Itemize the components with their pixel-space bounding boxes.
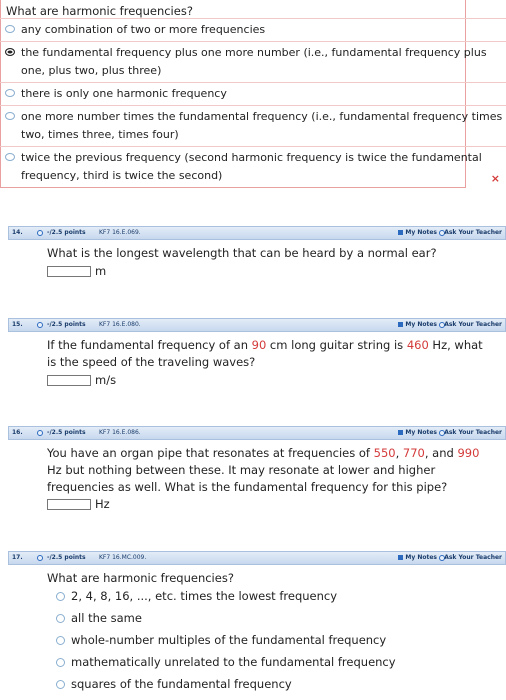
question-17-option-3[interactable]: whole-number multiples of the fundamental frequency [56,633,386,647]
ask-teacher-button[interactable]: Ask Your Teacher [444,229,502,236]
notes-icon [398,430,403,435]
radio-button[interactable] [56,614,65,623]
my-notes-button[interactable]: My Notes [398,321,437,328]
question-13-option-1[interactable]: any combination of two or more frequencies [0,18,506,41]
points-label: -/2.5 points [47,429,86,436]
radio-button-selected[interactable] [5,48,15,56]
radio-button[interactable] [5,153,15,161]
question-code: KF7 16.MC.009. [99,554,147,561]
question-15-text: If the fundamental frequency of an 90 cm long guitar string is 460 Hz, what is the speed of the traveling waves? [47,338,483,369]
my-notes-button[interactable]: My Notes [398,554,437,561]
my-notes-button[interactable]: My Notes [398,429,437,436]
radio-button[interactable] [56,680,65,689]
points-info-icon[interactable] [37,230,43,236]
question-code: KF7 16.E.080. [99,321,141,328]
radio-button[interactable] [5,89,15,97]
radio-button[interactable] [5,112,15,120]
question-14-header [8,226,506,240]
ask-teacher-button[interactable]: Ask Your Teacher [444,321,502,328]
answer-input[interactable] [47,266,91,277]
question-13-prompt: What are harmonic frequencies? [6,4,193,18]
unit-label: m [95,264,107,278]
question-17-option-2[interactable]: all the same [56,611,142,625]
notes-icon [398,322,403,327]
answer-input[interactable] [47,499,91,510]
question-number: 16. [12,429,23,436]
question-13-option-3[interactable]: there is only one harmonic frequency [0,82,506,105]
question-16-header [8,426,506,440]
question-number: 17. [12,554,23,561]
question-14-text: What is the longest wavelength that can be heard by a normal ear? [47,246,437,260]
radio-button[interactable] [5,25,15,33]
radio-button[interactable] [56,592,65,601]
question-13-option-5[interactable]: twice the previous frequency (second harmonic frequency is twice the fundamental frequency, third is twice the second) [0,146,506,187]
question-13-panel [0,0,503,188]
radio-button[interactable] [56,658,65,667]
question-number: 14. [12,229,23,236]
notes-icon [398,230,403,235]
unit-label: Hz [95,497,110,511]
incorrect-mark-icon: × [490,172,500,185]
points-label: -/2.5 points [47,554,86,561]
ask-teacher-button[interactable]: Ask Your Teacher [444,429,502,436]
question-17-option-5[interactable]: squares of the fundamental frequency [56,677,292,691]
question-17-option-4[interactable]: mathematically unrelated to the fundamental frequency [56,655,396,669]
question-17-option-1[interactable]: 2, 4, 8, 16, ..., etc. times the lowest frequency [56,589,337,603]
question-17-header [8,551,506,565]
question-15-answer [47,373,116,387]
question-number: 15. [12,321,23,328]
points-label: -/2.5 points [47,321,86,328]
points-label: -/2.5 points [47,229,86,236]
ask-teacher-button[interactable]: Ask Your Teacher [444,554,502,561]
radio-button[interactable] [56,636,65,645]
question-13-options [0,18,506,187]
question-13-option-4[interactable]: one more number times the fundamental frequency (i.e., fundamental frequency times two, times three, times four) [0,105,506,146]
question-code: KF7 16.E.069. [99,229,141,236]
question-16-text: You have an organ pipe that resonates at frequencies of 550, 770, and 990 Hz but nothing between these. It may resonate at lower and higher frequencies as well. What is the fundamental frequency for this pipe? [47,446,480,494]
question-16-answer [47,497,110,511]
question-13-option-2[interactable]: the fundamental frequency plus one more number (i.e., fundamental frequency plus one, plus two, plus three) [0,41,506,82]
my-notes-button[interactable]: My Notes [398,229,437,236]
unit-label: m/s [95,373,117,387]
points-info-icon[interactable] [37,555,43,561]
question-code: KF7 16.E.086. [99,429,141,436]
question-15-header [8,318,506,332]
notes-icon [398,555,403,560]
answer-input[interactable] [47,375,91,386]
points-info-icon[interactable] [37,322,43,328]
question-17-prompt: What are harmonic frequencies? [47,571,234,585]
question-14-answer [47,264,106,278]
points-info-icon[interactable] [37,430,43,436]
